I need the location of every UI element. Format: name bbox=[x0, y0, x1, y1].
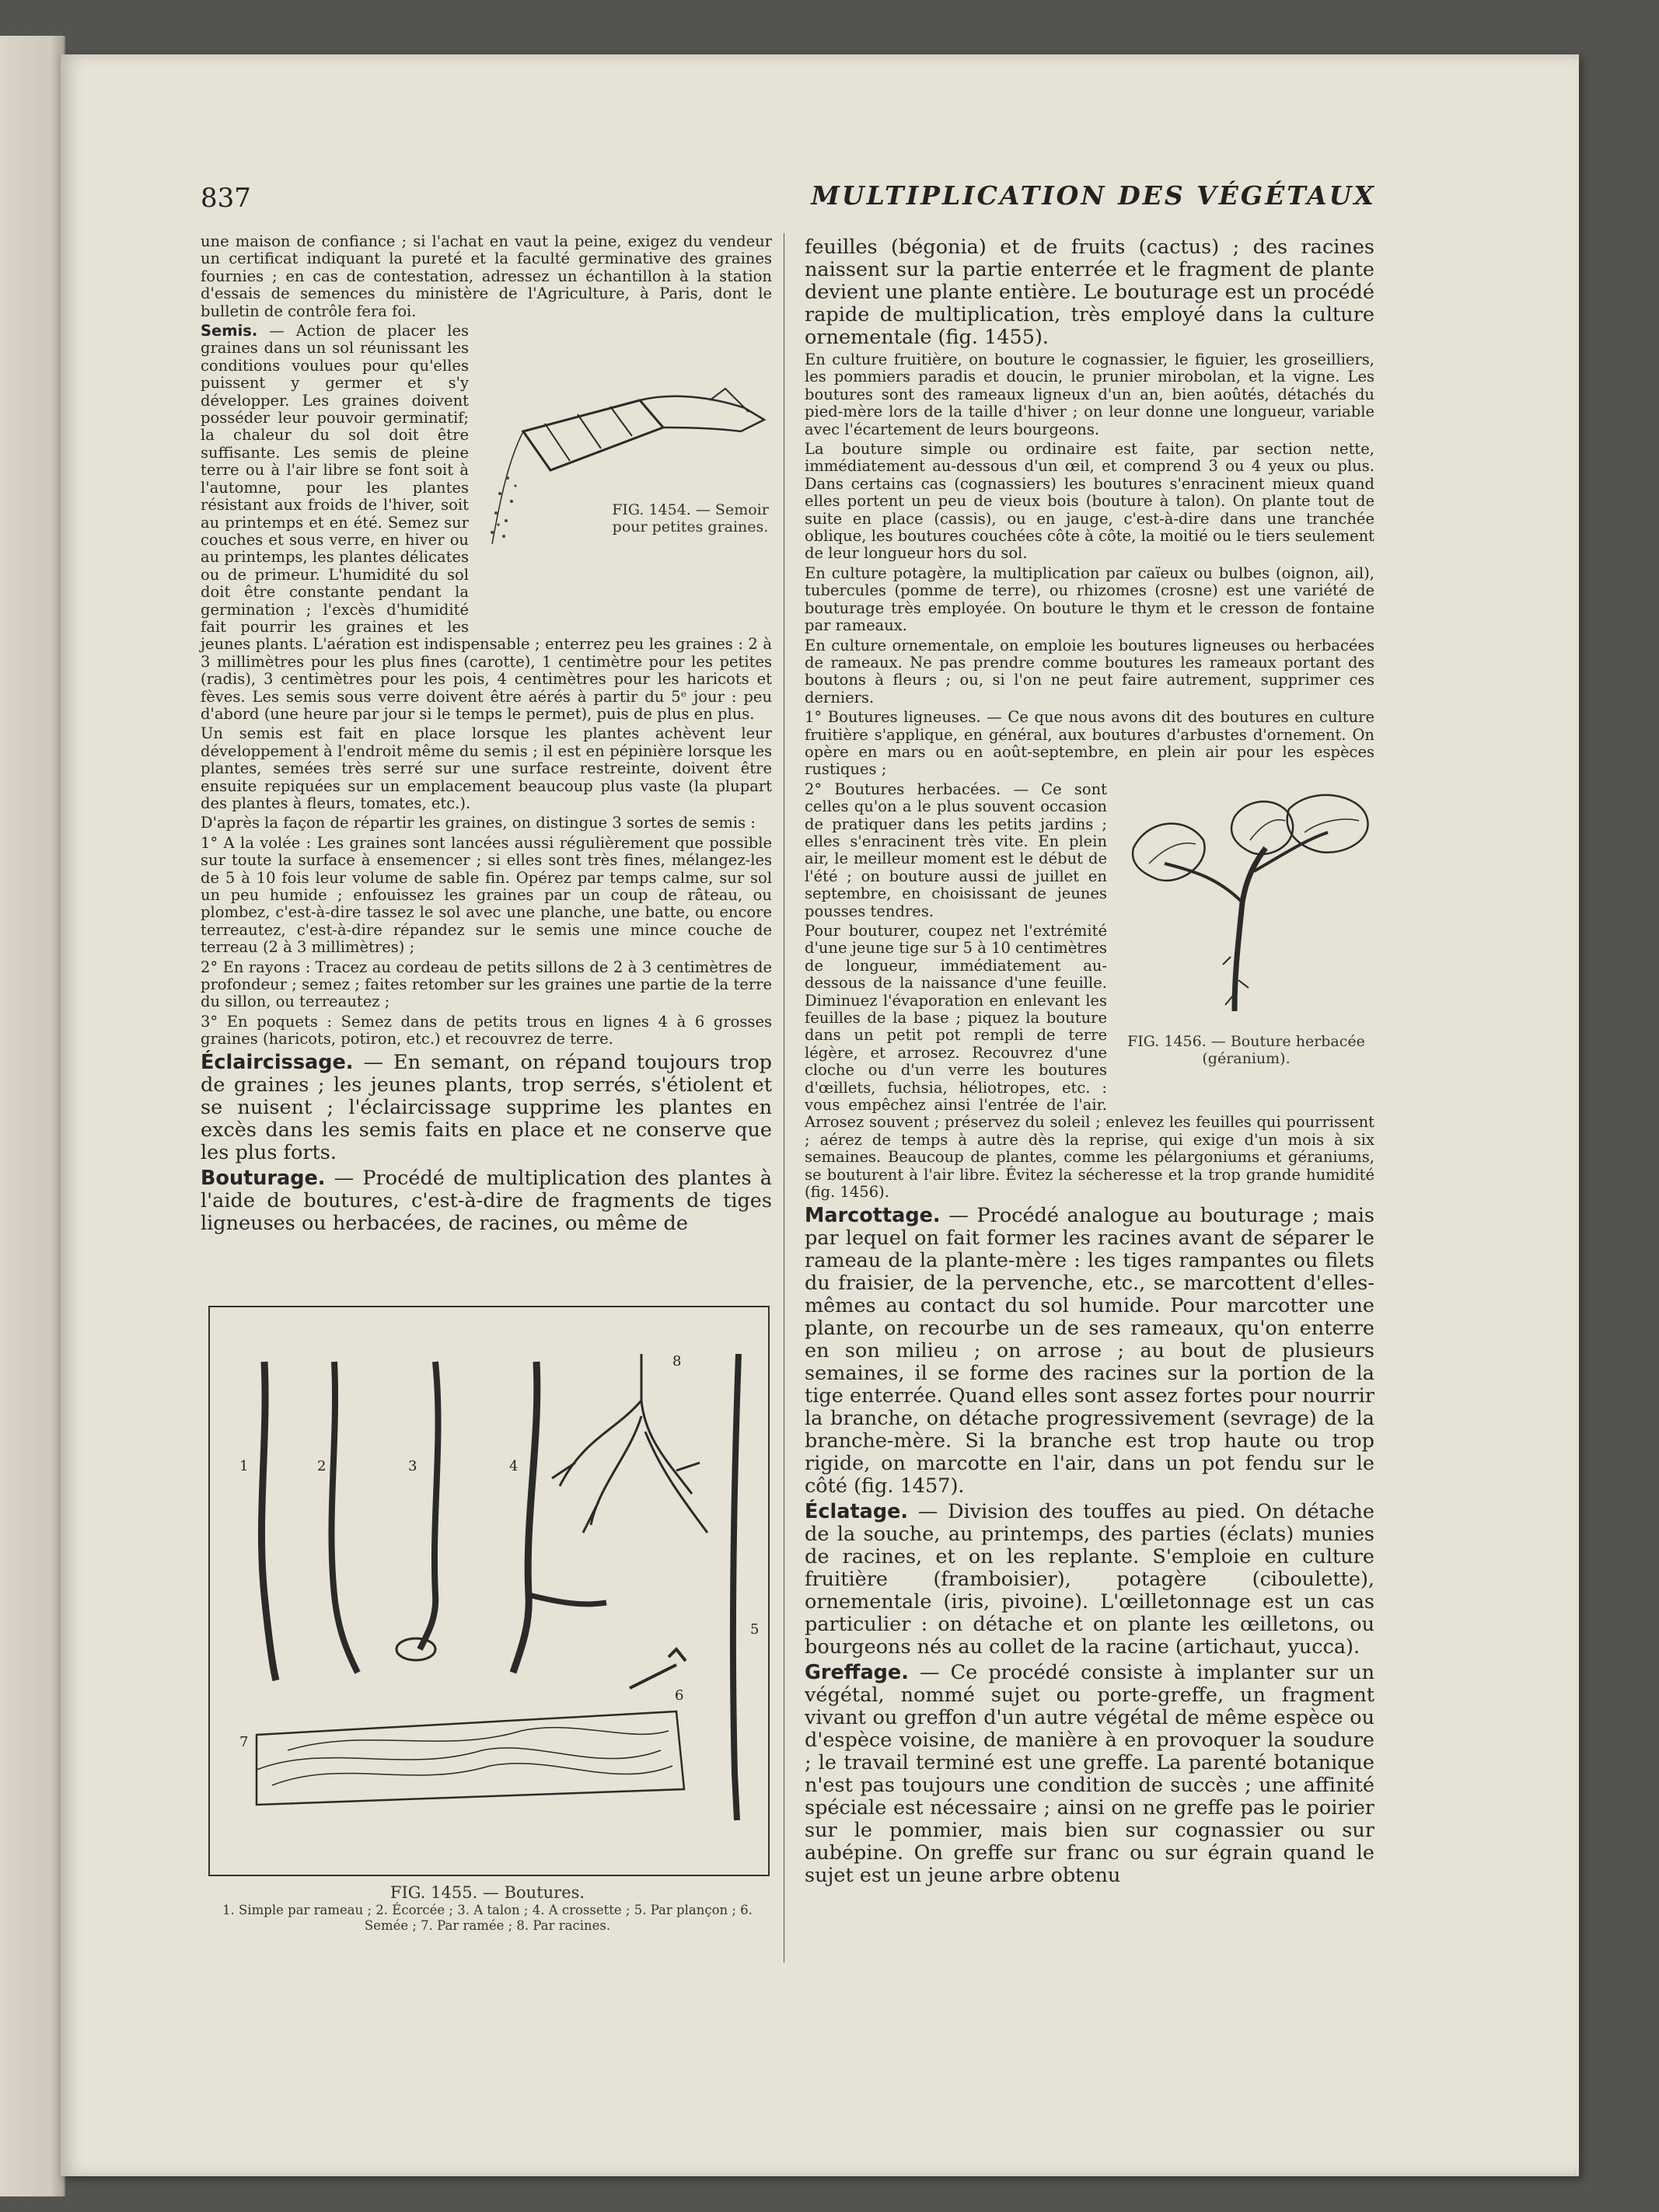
cuttings-illustration bbox=[210, 1307, 768, 1875]
paragraph-culture-ornementale: En culture ornementale, on emploie les boutures ligneuses ou herbacées de rameaux. Ne pas prendre comme boutures les rameaux portant des boutons à fleurs ; ou, si l'on ne peut faire autrement, supprimer ces derniers. bbox=[805, 636, 1374, 707]
heading-eclaircissage: Éclaircissage. bbox=[201, 1050, 354, 1074]
geranium-cutting-illustration bbox=[1118, 786, 1374, 1019]
cutting-label-3: 3 bbox=[408, 1458, 417, 1474]
figure-1455-frame bbox=[208, 1306, 770, 1876]
paragraph-eclaircissage bbox=[201, 1052, 772, 1164]
cutting-label-1: 1 bbox=[239, 1458, 249, 1474]
figure-1456 bbox=[1118, 786, 1374, 1097]
cutting-label-4: 4 bbox=[509, 1458, 519, 1474]
paragraph-facon: D'après la façon de répartir les graines, on distingue 3 sortes de semis : bbox=[201, 814, 756, 832]
paragraph-en-place: Un semis est fait en place lorsque les plantes achèvent leur développement à l'endroit même du semis ; il est en pépinière lorsque les plantes, semées très serré sur une surface restreinte, doivent être ensuite repiquées sur un emplacement beaucoup plus vaste (la plupart des plantes à fleurs, tomates, etc.). bbox=[201, 724, 772, 812]
heading-greffage: Greffage. bbox=[805, 1660, 909, 1684]
paragraph-bouturage bbox=[201, 1167, 772, 1235]
figure-1456-caption: FIG. 1456. — Bouture herbacée (géranium). bbox=[1127, 1032, 1365, 1067]
figure-1455-caption bbox=[208, 1882, 767, 1934]
paragraph-intro: une maison de confiance ; si l'achat en vaut la peine, exigez du vendeur un certificat indiquant la pureté et la faculté germinative des graines fournies ; en cas de contestation, adressez un échantillon à la station d'essais de semences du ministère de l'Agriculture, à Paris, dont le bulletin de contrôle fera foi. bbox=[201, 232, 772, 320]
paragraph-greffage bbox=[805, 1662, 1374, 1887]
cutting-label-6: 6 bbox=[675, 1687, 684, 1704]
paragraph-culture-fruitiere: En culture fruitière, on bouture le cognassier, le figuier, les groseilliers, les pommiers paradis et doucin, le prunier mirobolan, et la vigne. Les boutures sont des rameaux ligneux d'un an, bien aoûtés, détachés du pied-mère lors de la taille d'hiver ; on leur donne une longueur, variable avec l'écartement de leurs bourgeons. bbox=[805, 351, 1374, 438]
running-head: MULTIPLICATION DES VÉGÉTAUX bbox=[811, 180, 1376, 211]
heading-semis: Semis. bbox=[201, 322, 258, 340]
paragraph-pour-bouturer: Pour bouturer, coupez net l'extrémité d'une jeune tige sur 5 à 10 centimètres de longueur, immédiatement au-dessous de la naissance d'une feuille. Diminuez l'évaporation en enlevant les feuilles de la base ; piquez la bouture dans un petit pot rempli de terre légère, et arrosez. Recouvrez d'une cloche ou d'un verre les boutures d'œillets, fuchsia, héliotropes, etc. : vous empêchez ainsi l'entrée de l'air. Arrosez souvent ; préservez du soleil ; enlevez les feuilles qui pourrissent ; aérez de temps à autre dès la reprise, qui exige d'un mois à six semaines. Beaucoup de plantes, comme les pélargoniums et géraniums, se bouturent à l'air libre. Évitez la sécheresse et la trop grande humidité (fig. 1456). bbox=[805, 922, 1374, 1202]
eclatage-text: — Division des touffes au pied. On détache de la souche, au printemps, des parties (éclats) munies de racines, et on les replante. S'emploie en culture fruitière (framboisier), potagère (ciboulette), ornementale (iris, pivoine). L'œilletonnage est un cas particulier : on détache et on plante les œilletons, ou bourgeons nés au collet de la racine (artichaut, yucca). bbox=[805, 1499, 1375, 1659]
left-column bbox=[201, 233, 772, 1237]
figure-1454-caption: FIG. 1454. — Semoir pour petites graines. bbox=[612, 501, 769, 536]
paragraph-en-poquets: 3° En poquets : Semez dans de petits trous en lignes 4 à 6 grosses graines (haricots, potiron, etc.) et recouvrez de terre. bbox=[201, 1012, 772, 1048]
cutting-label-2: 2 bbox=[317, 1458, 327, 1474]
eclaircissage-text: — En semant, on répand toujours trop de graines ; les jeunes plants, trop serrés, s'étiolent et se nuisent ; l'éclaircissage supprime les plantes en excès dans les semis faits en place et ne conserve que les plus forts. bbox=[201, 1050, 773, 1164]
paragraph-boutures-herbacees: 2° Boutures herbacées. — Ce sont celles qu'on a le plus souvent occasion de pratiquer dans les petits jardins ; elles s'enracinent très vite. En plein air, le meilleur moment est le début de l'été ; on bouture aussi de juillet en septembre, en choisissant de jeunes pousses tendres. bbox=[805, 780, 1107, 920]
semis-text: — Action de placer les graines dans un sol réunissant les conditions voulues pour qu'elles puissent y germer et s'y développer. Les graines doivent posséder leur pouvoir germinatif; la chaleur du sol doit être suffisante. Les semis de pleine terre ou à l'air libre se font soit à l'automne, pour les plantes résistant aux froids de l'hiver, soit au printemps et en été. Semez sur couches et sous verre, en hiver ou au printemps, les plantes délicates ou de primeur. L'humidité du sol doit être constante pendant la germination ; l'excès d'humidité fait pourrir les graines et les jeunes plants. L'aération est indispensable ; enterrez peu les graines : 2 à 3 millimètres pour les plus fines (carotte), 1 centimètre pour les petites (radis), 3 centimètres pour les pois, 4 centimètres pour les haricots et fèves. Les semis sous verre doivent être aérés à partir du 5ᵉ jour : peu d'abord (une heure par jour si le temps le permet), puis de plus en plus. bbox=[201, 322, 772, 723]
heading-eclatage: Éclatage. bbox=[805, 1499, 909, 1523]
previous-page-edge bbox=[0, 36, 65, 2196]
paragraph-marcottage bbox=[805, 1205, 1374, 1498]
cutting-label-7: 7 bbox=[239, 1734, 249, 1750]
paragraph-culture-potagere: En culture potagère, la multiplication par caïeux ou bulbes (oignon, ail), tubercules (pomme de terre), ou rhizomes (crosne) est une variété de bouturage très employée. On bouture le thym et le cresson de fontaine par rameaux. bbox=[805, 563, 1374, 635]
figure-1455-legend: 1. Simple par rameau ; 2. Écorcée ; 3. A talon ; 4. A crossette ; 5. Par plançon ; 6. Semée ; 7. Par ramée ; 8. Par racines. bbox=[222, 1903, 753, 1933]
figure-1454 bbox=[477, 385, 772, 618]
paragraph-en-rayons: 2° En rayons : Tracez au cordeau de petits sillons de 2 à 3 centimètres de profondeur ; semez ; faites retomber sur les graines une partie de la terre du sillon, ou terreautez ; bbox=[201, 958, 772, 1011]
cutting-label-5: 5 bbox=[750, 1621, 760, 1638]
figure-1455-title: FIG. 1455. — Boutures. bbox=[389, 1883, 585, 1902]
page-number: 837 bbox=[201, 183, 251, 214]
paragraph-bouture-simple: La bouture simple ou ordinaire est faite, par section nette, immédiatement au-dessous d'un œil, et comprend 3 ou 4 yeux ou plus. Dans certains cas (cognassiers) les boutures s'enracinent mieux quand elles portent un peu de vieux bois (bouture à talon). On plante tout de suite en place (cassis), ou en jauge, c'est-à-dire dans une tranchée oblique, les boutures couchées côte à côte, la moitié ou le tiers seulement de leur longueur hors du sol. bbox=[805, 440, 1374, 563]
marcottage-text: — Procédé analogue au bouturage ; mais par lequel on fait former les racines avant de séparer le rameau de la plante-mère : les tiges rampantes ou filets du fraisier, de la pervenche, etc., se marcottent d'elles-mêmes au contact du sol humide. Pour marcotter une plante, on recourbe un de ses rameaux, qu'on enterre en son milieu ; on arrose ; au bout de plusieurs semaines, il se forme des racines sur la portion de la tige enterrée. Quand elles sont assez fortes pour nourrir la branche, on détache progressivement (sevrage) de la branche-mère. Si la branche est trop haute ou trop rigide, on marcotte en l'air, dans un pot fendu sur le côté (fig. 1457). bbox=[805, 1203, 1374, 1498]
paragraph-eclatage bbox=[805, 1501, 1374, 1659]
right-column bbox=[805, 233, 1374, 1889]
paragraph-feuilles: feuilles (bégonia) et de fruits (cactus) ; des racines naissent sur la partie enterrée et le fragment de plante devient une plante entière. Le bouturage est un procédé rapide de multiplication, très employé dans la culture ornementale (fig. 1455). bbox=[805, 236, 1374, 349]
greffage-text: — Ce procédé consiste à implanter sur un végétal, nommé sujet ou porte-greffe, un fragment vivant ou greffon d'un autre végétal de même espèce ou d'espèce voisine, de manière à en provoquer la soudure ; le travail terminé est une greffe. La parenté botanique n'est pas toujours une condition de succès ; une affinité spéciale est nécessaire ; ainsi on ne greffe pas le poirier sur le pommier, mais bien sur cognassier ou sur aubépine. On greffe sur franc ou sur égrain quand le sujet est un jeune arbre obtenu bbox=[805, 1660, 1375, 1887]
cutting-label-8: 8 bbox=[672, 1353, 682, 1369]
heading-bouturage: Bouturage. bbox=[201, 1166, 326, 1190]
heading-marcottage: Marcottage. bbox=[805, 1203, 941, 1227]
bouturage-text: — Procédé de multiplication des plantes à l'aide de boutures, c'est-à-dire de fragments de tiges ligneuses ou herbacées, de racines, ou même de bbox=[201, 1166, 772, 1235]
paragraph-a-la-volee: 1° A la volée : Les graines sont lancées aussi régulièrement que possible sur toute la surface à ensemencer ; si elles sont très fines, mélangez-les de 5 à 10 fois leur volume de sable fin. Opérez par temps calme, sur sol un peu humide ; enfouissez les graines par un coup de râteau, ou plombez, c'est-à-dire tassez le sol avec une planche, une batte, ou encore terreautez, c'est-à-dire répandez sur le semis une mince couche de terreau (2 à 3 millimètres) ; bbox=[201, 833, 772, 957]
paragraph-boutures-ligneuses: 1° Boutures ligneuses. — Ce que nous avons dit des boutures en culture fruitière s'applique, en général, aux boutures d'arbustes d'ornement. On opère en mars ou en août-septembre, en plein air pour les espèces rustiques ; bbox=[805, 708, 1374, 779]
